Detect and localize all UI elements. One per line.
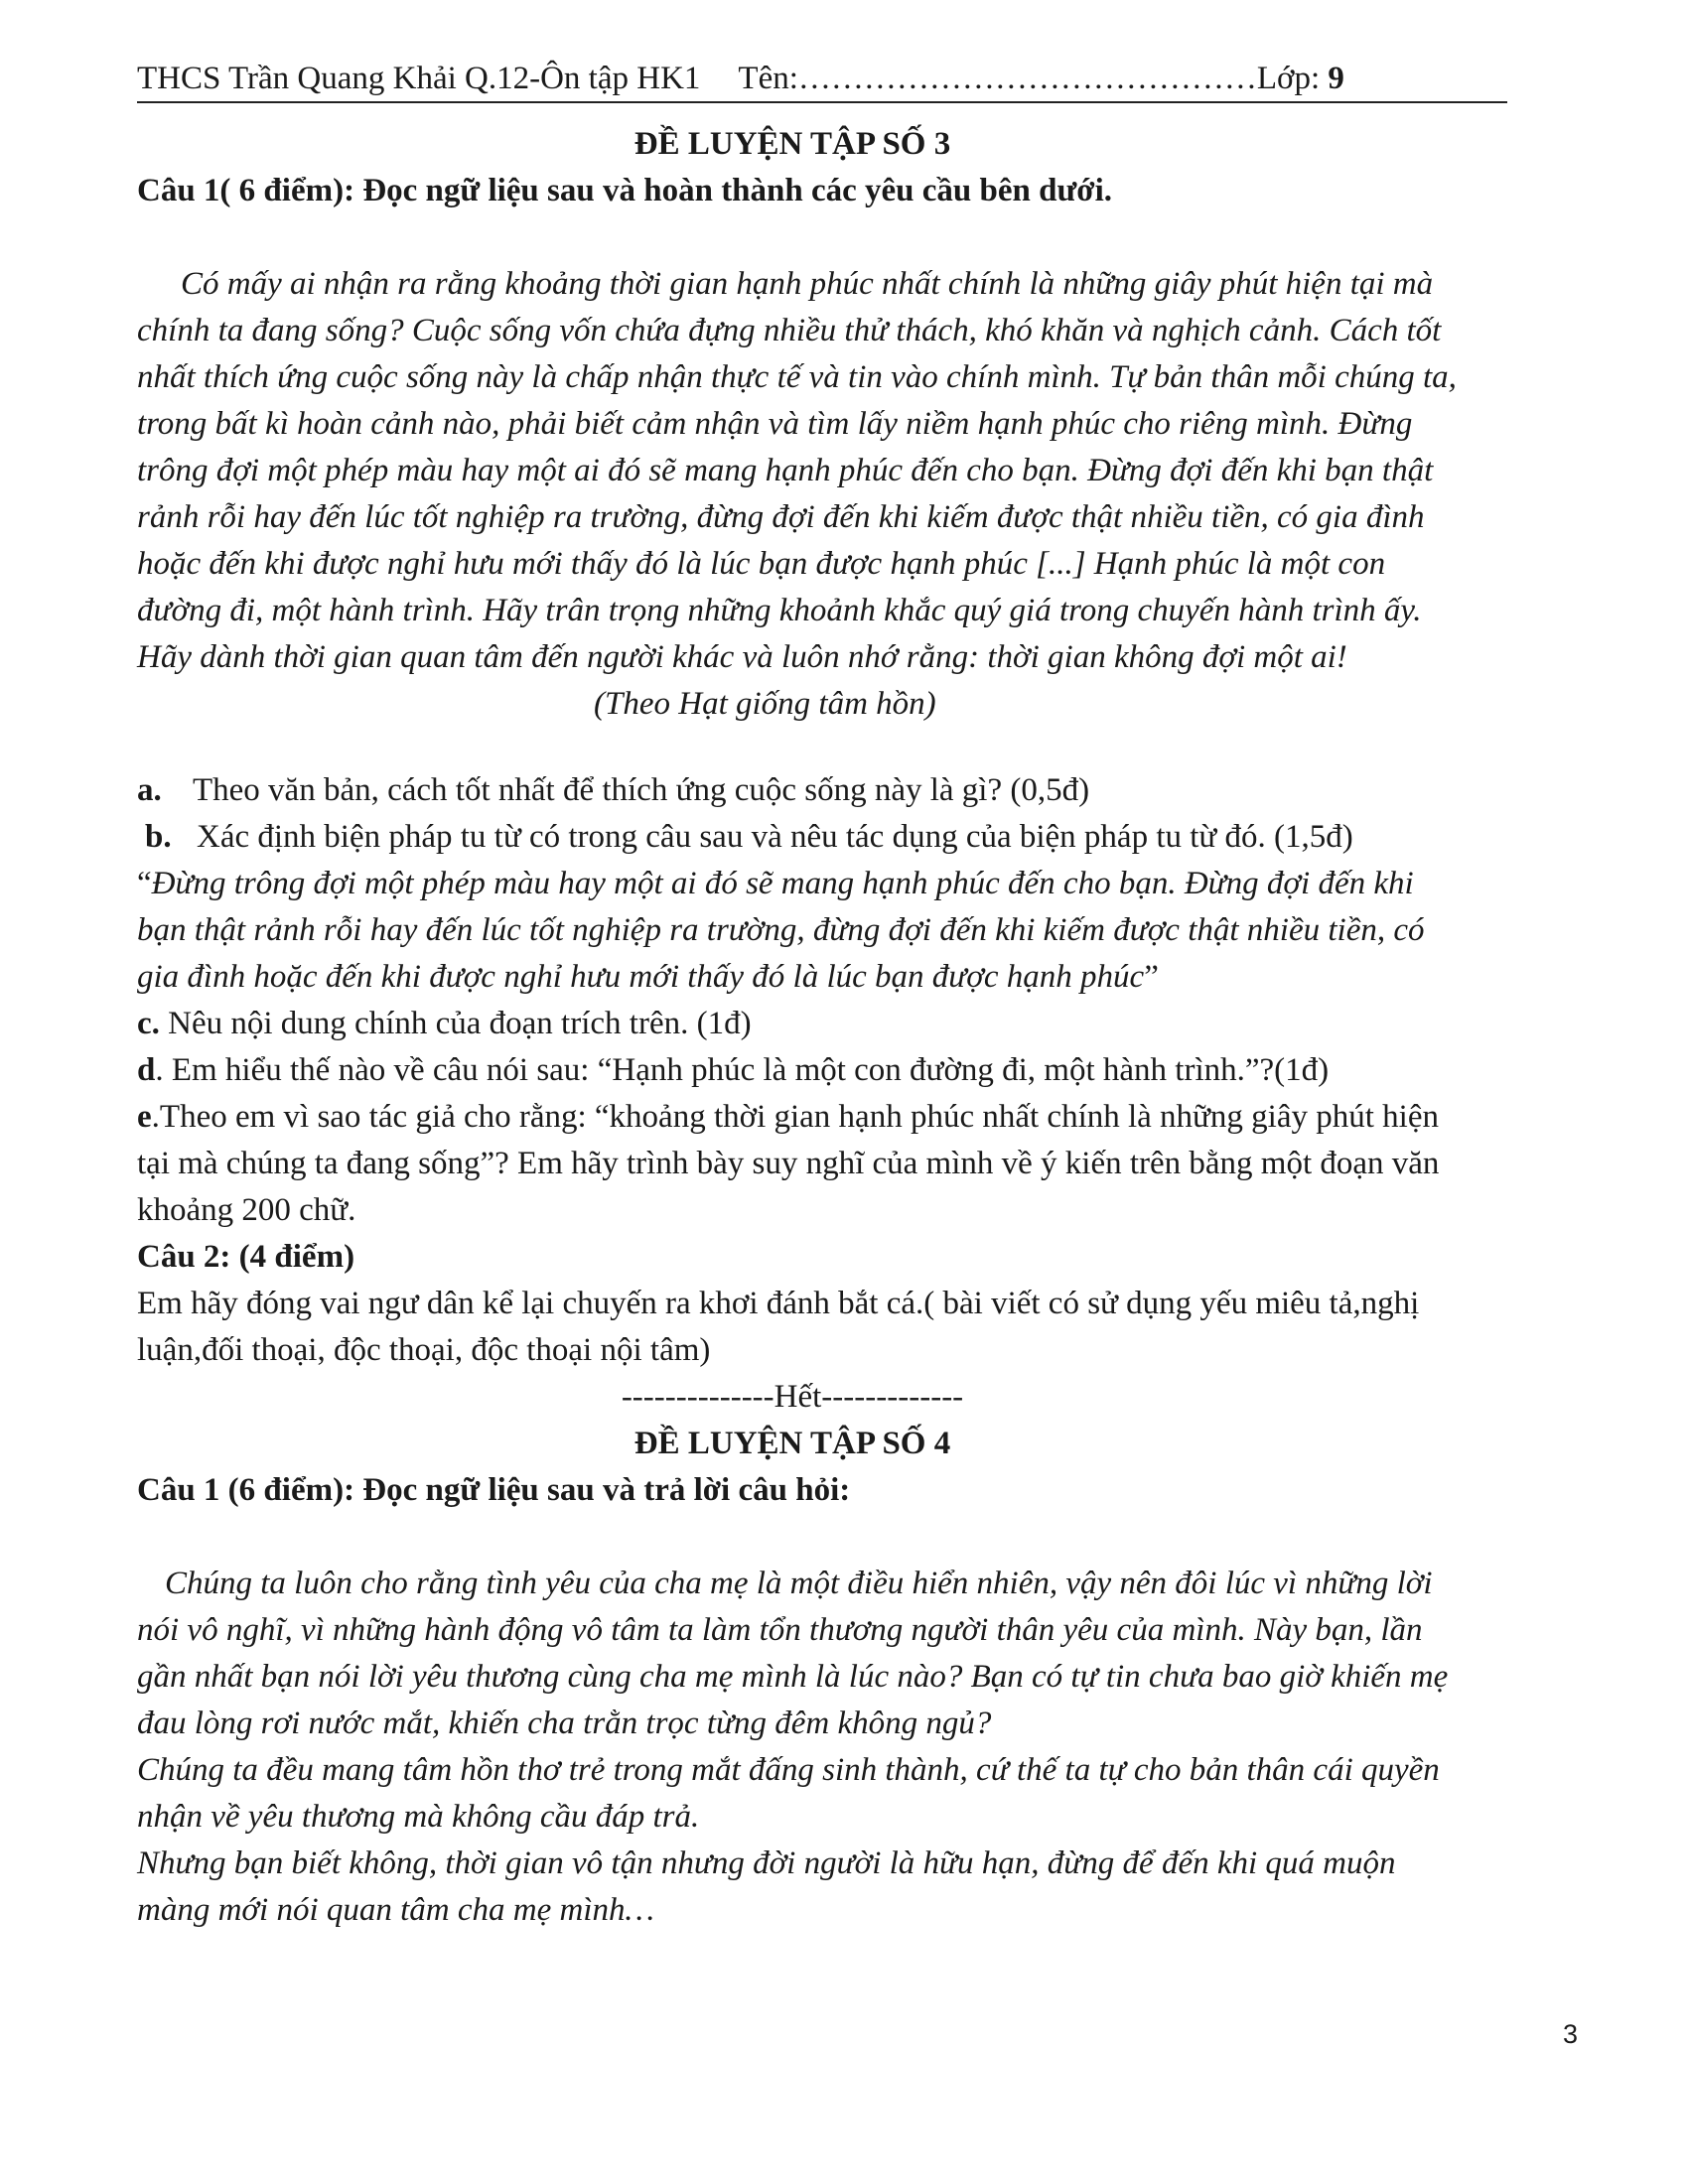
exam4-passage	[137, 1561, 1587, 1934]
end-marker: --------------Hết-------------	[621, 1379, 964, 1415]
passage-line: chính ta đang sống? Cuộc sống vốn chứa đựng nhiều thử thách, khó khăn và nghịch cảnh. Cách tốt	[137, 313, 1442, 348]
question-c	[137, 1001, 1587, 1047]
student-name-field: Tên:……………………………………	[738, 61, 1257, 96]
quote-text: gia đình hoặc đến khi được nghỉ hưu mới thấy đó là lúc bạn được hạnh phúc	[137, 959, 1145, 995]
question-b-text: Xác định biện pháp tu từ có trong câu sau và nêu tác dụng của biện pháp tu từ đó. (1,5đ)	[197, 819, 1353, 855]
question-e-line: tại mà chúng ta đang sống”? Em hãy trình bày suy nghĩ của mình về ý kiến trên bằng một đoạn văn	[137, 1146, 1440, 1181]
question-d	[137, 1047, 1587, 1094]
passage-line: đau lòng rơi nước mắt, khiến cha trằn trọc từng đêm không ngủ?	[137, 1706, 992, 1741]
passage-line: Hãy dành thời gian quan tâm đến người khác và luôn nhớ rằng: thời gian không đợi một ai!	[137, 639, 1347, 675]
exam3-passage	[137, 261, 1587, 728]
exam3-q2-line: luận,đối thoại, độc thoại, độc thoại nội tâm)	[137, 1332, 711, 1368]
page-header	[137, 56, 1507, 103]
passage-line: Chúng ta luôn cho rằng tình yêu của cha mẹ là một điều hiển nhiên, vậy nên đôi lúc vì những lời	[165, 1566, 1433, 1601]
class-label: Lớp:	[1256, 61, 1329, 96]
exam4-q1-heading: Câu 1 (6 điểm): Đọc ngữ liệu sau và trả lời câu hỏi:	[137, 1472, 851, 1508]
passage-line: trong bất kì hoàn cảnh nào, phải biết cảm nhận và tìm lấy niềm hạnh phúc cho riêng mình. Đừng	[137, 406, 1413, 442]
question-e-label: e	[137, 1099, 152, 1135]
passage-line: nói vô nghĩ, vì những hành động vô tâm ta làm tổn thương người thân yêu của mình. Này bạn, lần	[137, 1612, 1423, 1648]
question-b-label: b.	[145, 819, 172, 855]
passage-line: màng mới nói quan tâm cha mẹ mình…	[137, 1892, 654, 1928]
passage-line: đường đi, một hành trình. Hãy trân trọng những khoảnh khắc quý giá trong chuyến hành trình ấy.	[137, 593, 1422, 628]
question-b	[137, 814, 1587, 861]
question-c-label: c.	[137, 1006, 160, 1041]
question-e-text: .Theo em vì sao tác giả cho rằng: “khoảng thời gian hạnh phúc nhất chính là những giây phút hiện	[151, 1099, 1439, 1135]
question-a-text: Theo văn bản, cách tốt nhất để thích ứng cuộc sống này là gì? (0,5đ)	[193, 772, 1090, 808]
passage-line: Có mấy ai nhận ra rằng khoảng thời gian hạnh phúc nhất chính là những giây phút hiện tại mà	[181, 266, 1434, 302]
passage-source: (Theo Hạt giống tâm hồn)	[594, 686, 936, 722]
question-a	[137, 767, 1587, 814]
passage-line: hoặc đến khi được nghỉ hưu mới thấy đó là lúc bạn được hạnh phúc [...] Hạnh phúc là một con	[137, 546, 1386, 582]
question-d-text: . Em hiểu thế nào về câu nói sau: “Hạnh phúc là một con đường đi, một hành trình.”?(1đ)	[155, 1052, 1330, 1088]
quote-line	[137, 954, 1587, 1001]
passage-line: nhận về yêu thương mà không cầu đáp trả.	[137, 1799, 700, 1835]
quote-line	[137, 861, 1587, 907]
question-d-label: d	[137, 1052, 156, 1088]
quote-text: Đừng trông đợi một phép màu hay một ai đó sẽ mang hạnh phúc đến cho bạn. Đừng đợi đến khi	[151, 866, 1414, 901]
quote-close-mark: ”	[1144, 959, 1159, 995]
question-a-label: a.	[137, 772, 162, 808]
exam3-title: ĐỀ LUYỆN TẬP SỐ 3	[633, 126, 951, 162]
passage-line: Chúng ta đều mang tâm hồn thơ trẻ trong mắt đấng sinh thành, cứ thế ta tự cho bản thân cái quyền	[137, 1752, 1440, 1788]
exam4-title: ĐỀ LUYỆN TẬP SỐ 4	[633, 1426, 951, 1461]
exam3-q1-instruction: : Đọc ngữ liệu sau và hoàn thành các yêu cầu bên dưới.	[344, 173, 1112, 208]
document-body	[137, 121, 1587, 1934]
exam3-q2-heading: Câu 2: (4 điểm)	[137, 1239, 355, 1275]
passage-line: rảnh rỗi hay đến lúc tốt nghiệp ra trường, đừng đợi đến khi kiếm được thật nhiều tiền, có gia đình	[137, 499, 1425, 535]
passage-line: trông đợi một phép màu hay một ai đó sẽ mang hạnh phúc đến cho bạn. Đừng đợi đến khi bạn thật	[137, 453, 1434, 488]
passage-line: Nhưng bạn biết không, thời gian vô tận nhưng đời người là hữu hạn, đừng để đến khi quá muộn	[137, 1845, 1396, 1881]
question-e-line: khoảng 200 chữ.	[137, 1192, 356, 1228]
quote-line: bạn thật rảnh rỗi hay đến lúc tốt nghiệp ra trường, đừng đợi đến khi kiếm được thật nhiều tiền, có	[137, 912, 1425, 948]
passage-line: nhất thích ứng cuộc sống này là chấp nhận thực tế và tin vào chính mình. Tự bản thân mỗi chúng ta,	[137, 359, 1457, 395]
passage-line: gần nhất bạn nói lời yêu thương cùng cha mẹ mình là lúc nào? Bạn có tự tin chưa bao giờ khiến mẹ	[137, 1659, 1449, 1695]
question-c-text: Nêu nội dung chính của đoạn trích trên. (1đ)	[159, 1006, 752, 1041]
school-name: THCS Trần Quang Khải Q.12-Ôn tập HK1	[137, 61, 701, 96]
exam3-q2-line: Em hãy đóng vai ngư dân kể lại chuyến ra khơi đánh bắt cá.( bài viết có sử dụng yếu miêu tả,nghị	[137, 1286, 1420, 1321]
exam3-q1-label: Câu 1( 6 điểm)	[137, 173, 345, 208]
class-value: 9	[1328, 61, 1344, 96]
page-number: 3	[1563, 2019, 1579, 2049]
quote-open-mark: “	[137, 866, 152, 901]
exam3-q1-heading	[137, 168, 1587, 214]
question-e	[137, 1094, 1587, 1141]
